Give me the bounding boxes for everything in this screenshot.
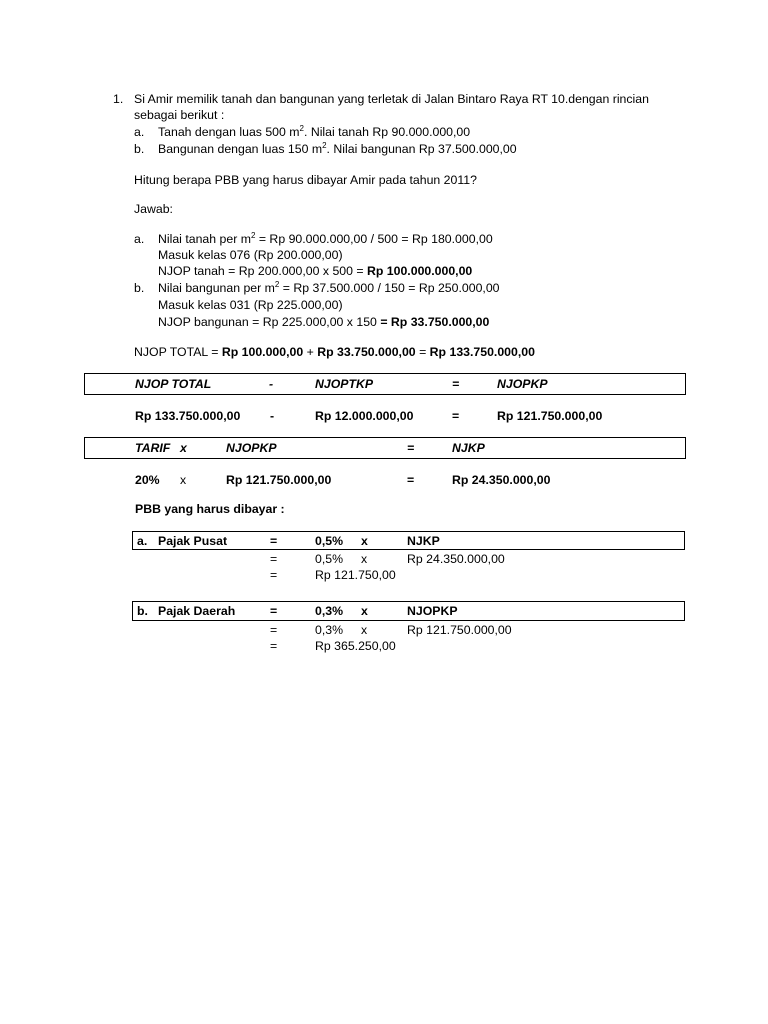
answer-a-marker: a.	[134, 232, 145, 246]
formula-1-h2: NJOPTKP	[315, 377, 374, 391]
question-number: 1.	[113, 92, 124, 106]
answer-a-line-1: Nilai tanah per $m^2 = Rp$ 90.000.000,00 / 500 = Rp 180.000,00	[158, 231, 493, 246]
pajak-pusat-result: Rp 121.750,00	[315, 568, 396, 582]
pajak-pusat-rate-2: 0,5%	[315, 552, 344, 566]
pajak-pusat-marker: a.	[137, 534, 148, 548]
answer-a-line-3: NJOP tanah = Rp 200.000,00 x 500 = Rp 100.000.000,00	[158, 264, 473, 278]
answer-b-marker: b.	[134, 281, 145, 295]
formula-2-h1: TARIF	[135, 441, 171, 455]
formula-2-v3: Rp 24.350.000,00	[452, 473, 551, 487]
pajak-pusat-eq: =	[270, 534, 278, 548]
formula-2-h3: NJKP	[452, 441, 485, 455]
pbb-title: PBB yang harus dibayar :	[135, 502, 285, 516]
formula-2-x: x	[180, 441, 187, 455]
formula-2-v-x: x	[180, 473, 187, 487]
formula-1-op: -	[269, 377, 274, 391]
answer-b-line-2: Masuk kelas 031 (Rp 225.000,00)	[158, 298, 343, 312]
item-b-text: Bangunan dengan luas 150 $m^2$. Nilai bangunan Rp 37.500.000,00	[158, 141, 517, 156]
question-line-1: Si Amir memilik tanah dan bangunan yang terletak di Jalan Bintaro Raya RT 10.dengan rincian	[134, 92, 649, 106]
pajak-daerah-rate: 0,3%	[315, 604, 344, 618]
pajak-daerah-marker: b.	[137, 604, 148, 618]
formula-1-v1: Rp 133.750.000,00	[135, 409, 241, 423]
pajak-daerah-eq-3: =	[270, 639, 278, 653]
pajak-daerah-result: Rp 365.250,00	[315, 639, 396, 653]
pajak-daerah-eq-2: =	[270, 623, 278, 637]
formula-1-h1: NJOP TOTAL	[135, 377, 212, 391]
formula-1-v-eq: =	[452, 409, 460, 423]
pajak-pusat-eq-3: =	[270, 568, 278, 582]
item-b-marker: b.	[134, 142, 145, 156]
pajak-pusat-eq-2: =	[270, 552, 278, 566]
formula-2-header-box	[84, 437, 686, 459]
formula-1-v-op: -	[270, 409, 275, 423]
question-line-2: sebagai berikut :	[134, 108, 225, 122]
formula-2-v2: Rp 121.750.000,00	[226, 473, 332, 487]
pajak-daerah-x: x	[361, 604, 368, 618]
pajak-pusat-label: Pajak Pusat	[158, 534, 228, 548]
formula-2-h2: NJOPKP	[226, 441, 277, 455]
formula-2-eq: =	[407, 441, 415, 455]
pajak-daerah-rate-2: 0,3%	[315, 623, 344, 637]
pajak-pusat-base-2: Rp 24.350.000,00	[407, 552, 505, 566]
pajak-pusat-x: x	[361, 534, 368, 548]
answer-b-line-1: Nilai bangunan per $m^2 = Rp$ 37.500.000 / 150 = Rp 250.000,00	[158, 280, 500, 295]
formula-2-v-eq: =	[407, 473, 415, 487]
item-a-text: Tanah dengan luas 500 $m^2$. Nilai tanah Rp 90.000.000,00	[158, 124, 471, 139]
njop-total-line: NJOP TOTAL = Rp 100.000,00 + Rp 33.750.000,00 = Rp 133.750.000,00	[134, 345, 535, 359]
pajak-pusat-x-2: x	[361, 552, 368, 566]
answer-a-line-2: Masuk kelas 076 (Rp 200.000,00)	[158, 248, 343, 262]
formula-1-v3: Rp 121.750.000,00	[497, 409, 603, 423]
pajak-daerah-x-2: x	[361, 623, 368, 637]
formula-2-v1: 20%	[135, 473, 160, 487]
formula-1-v2: Rp 12.000.000,00	[315, 409, 414, 423]
pajak-pusat-rate: 0,5%	[315, 534, 344, 548]
formula-1-eq: =	[452, 377, 460, 391]
item-a-marker: a.	[134, 125, 145, 139]
pajak-daerah-base-2: Rp 121.750.000,00	[407, 623, 512, 637]
question-prompt: Hitung berapa PBB yang harus dibayar Amir pada tahun 2011?	[134, 173, 477, 187]
pajak-daerah-label: Pajak Daerah	[158, 604, 236, 618]
answer-b-line-3: NJOP bangunan = Rp 225.000,00 x 150 = Rp 33.750.000,00	[158, 315, 490, 329]
pajak-daerah-base: NJOPKP	[407, 604, 458, 618]
pajak-pusat-base: NJKP	[407, 534, 440, 548]
answer-label: Jawab:	[134, 202, 173, 216]
formula-1-h3: NJOPKP	[497, 377, 548, 391]
pajak-daerah-eq: =	[270, 604, 278, 618]
